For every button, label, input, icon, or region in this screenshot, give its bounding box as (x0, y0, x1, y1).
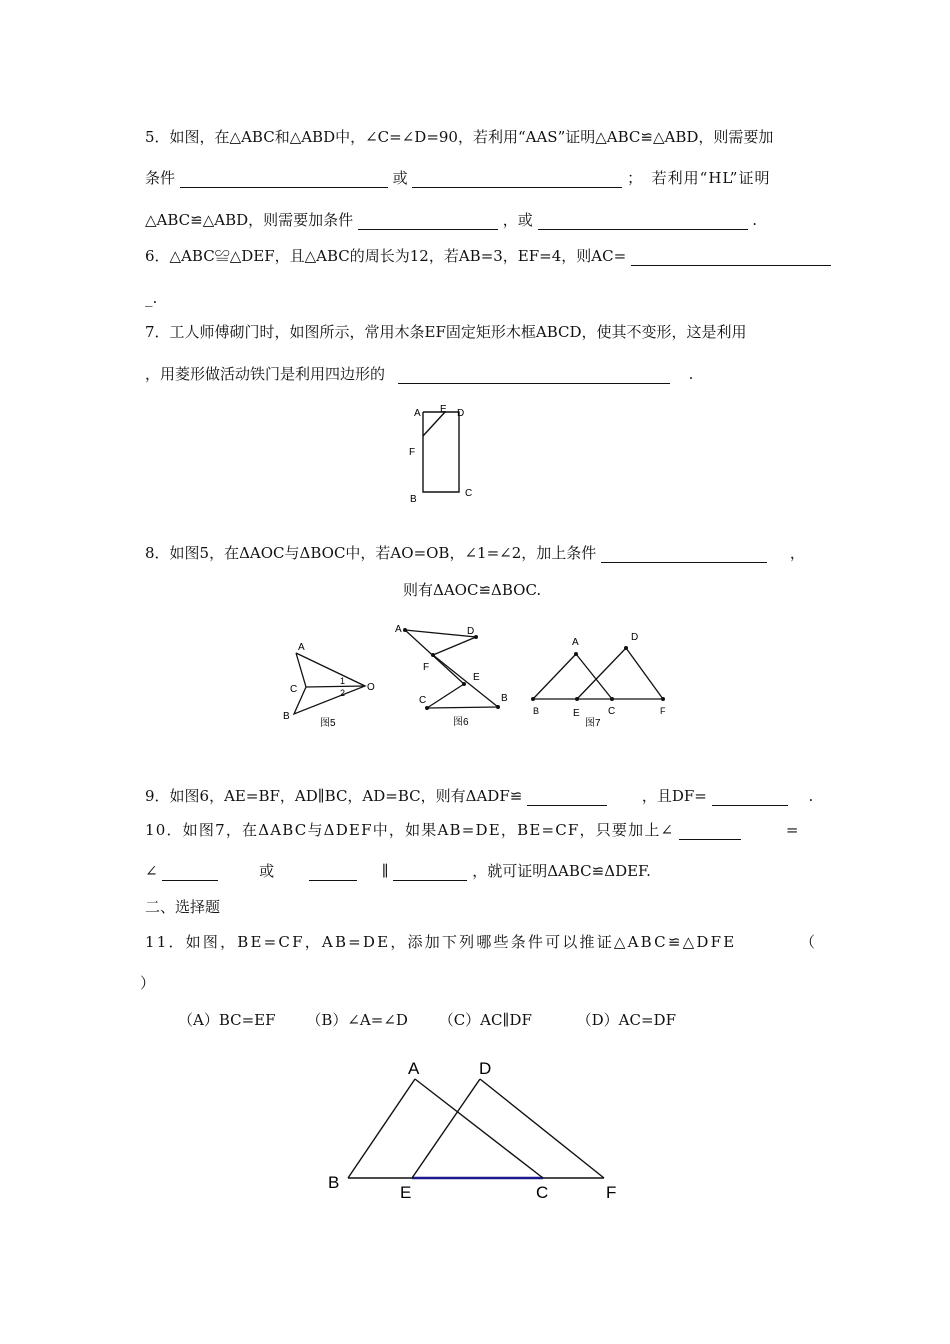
fig5-label-1: 1 (340, 676, 346, 686)
label-e: E (440, 404, 447, 415)
q10-text2b: 或 (259, 862, 275, 880)
fig6-ad (405, 630, 476, 637)
fig5-label-b: B (283, 711, 290, 722)
q8-text1a: 8．如图5，在ΔAOC与ΔBOC中，若AO=OB，∠1=∠2，加上条件 (145, 544, 597, 562)
q11-paren-open-text: （ (800, 933, 816, 951)
fig7-ab (533, 654, 576, 699)
q5-text3a: △ABC≌△ABD，则需要加条件 (145, 211, 354, 229)
frame-rectangle (423, 412, 459, 492)
fig7-label-b: B (533, 706, 540, 716)
q7-line1 (145, 322, 747, 342)
q11-line1 (145, 932, 736, 952)
q11-paren-open (800, 932, 815, 952)
q11-label-c: C (536, 1183, 549, 1202)
label-c: C (465, 488, 473, 499)
q11-line-ab (348, 1079, 415, 1178)
figure-q11 (320, 1050, 630, 1205)
fig6-caption: 图6 (453, 717, 469, 728)
answer-blank[interactable] (398, 367, 670, 384)
q5-text3b: ，或 (502, 211, 533, 229)
answer-blank[interactable] (527, 789, 607, 806)
q11-line-df (480, 1079, 604, 1178)
q11-label-f: F (606, 1183, 617, 1202)
figure-5 (280, 636, 380, 736)
q10-line1 (145, 820, 798, 840)
q8-text2: 则有ΔAOC≌ΔBOC. (403, 581, 542, 599)
q11-label-a: A (408, 1059, 420, 1078)
fig5-label-o: O (367, 682, 375, 693)
fig7-label-e: E (573, 708, 580, 719)
q10-text1a: 10．如图7，在ΔABC与ΔDEF中，如果AB=DE，BE=CF，只要加上∠ (145, 821, 675, 839)
fig5-caption: 图5 (320, 718, 336, 729)
q5-text2a: 条件 (145, 169, 176, 187)
q11-label-e: E (400, 1183, 412, 1202)
q11-paren-close (140, 973, 155, 993)
label-a: A (414, 408, 421, 419)
figure-7 (525, 628, 675, 728)
option-d[interactable]: （D）AC=DF (576, 1011, 676, 1029)
answer-blank[interactable] (679, 823, 741, 840)
fig6-df (433, 637, 476, 655)
figure-q7-frame (400, 400, 490, 510)
q9-line (145, 786, 813, 806)
q7-line2 (145, 364, 693, 384)
q11-options (178, 1010, 676, 1030)
brace-ef (423, 412, 445, 436)
q11-line-de (412, 1079, 480, 1178)
q9-text-b: ，且DF= (641, 787, 707, 805)
q9-text-c: . (808, 787, 814, 805)
label-b: B (410, 494, 417, 505)
q6-text2: _. (145, 289, 158, 307)
answer-blank[interactable] (712, 789, 788, 806)
section-heading (145, 897, 220, 917)
answer-blank[interactable] (601, 546, 767, 563)
answer-blank[interactable] (180, 171, 388, 188)
fig5-label-c: C (290, 684, 298, 695)
q5-line2 (145, 168, 770, 188)
q7-text1: 7．工人师傅砌门时，如图所示，常用木条EF固定矩形木框ABCD，使其不变形，这是利用 (145, 323, 747, 341)
q5-text2b: 或 (392, 169, 408, 187)
q7-text2b: . (688, 365, 694, 383)
answer-blank[interactable] (358, 213, 498, 230)
fig7-label-d: D (631, 632, 639, 643)
q5-text1: 5．如图，在△ABC和△ABD中，∠C=∠D=90，若利用“AAS”证明△ABC≌△ABD，则需要加 (145, 128, 774, 146)
fig5-outline (294, 653, 365, 714)
q10-line2 (145, 861, 651, 881)
q11-text1: 11．如图，BE=CF，AB=DE，添加下列哪些条件可以推证△ABC≌△DFE (145, 933, 737, 951)
q11-label-d: D (479, 1059, 492, 1078)
figure-6 (393, 620, 518, 735)
fig7-ac (576, 654, 612, 699)
q8-text1b: ， (789, 544, 805, 562)
section2-title: 二、选择题 (145, 898, 221, 916)
fig6-cb (427, 707, 498, 708)
fig6-label-e: E (473, 672, 480, 683)
q8-line2 (403, 580, 541, 600)
fig7-de (577, 648, 626, 699)
q5-line1 (145, 127, 773, 147)
answer-blank[interactable] (309, 864, 357, 881)
q10-text2d: ，就可证明ΔABC≌ΔDEF. (472, 862, 651, 880)
q10-text2a: ∠ (145, 862, 158, 880)
q8-line1 (145, 543, 805, 563)
answer-blank[interactable] (631, 249, 831, 266)
q5-text3c: . (752, 211, 758, 229)
option-b[interactable]: （B）∠A=∠D (306, 1011, 408, 1029)
label-d: D (457, 408, 465, 419)
fig7-label-c: C (608, 706, 616, 717)
fig6-label-c: C (419, 695, 427, 706)
fig6-ce (427, 684, 464, 708)
fig6-label-f: F (423, 662, 430, 673)
option-a[interactable]: （A）BC=EF (178, 1011, 276, 1029)
q11-label-b: B (328, 1173, 340, 1192)
q9-text-a: 9．如图6，AE=BF，AD∥BC，AD=BC，则有ΔADF≌ (145, 787, 523, 805)
fig5-label-a: A (298, 642, 305, 653)
fig5-label-2: 2 (340, 688, 346, 698)
option-c[interactable]: （C）AC∥DF (438, 1011, 532, 1029)
fig6-label-a: A (395, 624, 402, 635)
fig7-label-a: A (572, 637, 579, 648)
q11-line-ac (415, 1079, 543, 1178)
answer-blank[interactable] (538, 213, 748, 230)
q10-text1b: = (785, 821, 799, 839)
fig6-bf (433, 655, 498, 707)
label-f: F (409, 447, 416, 458)
q6-line1 (145, 246, 831, 266)
q5-line3 (145, 210, 757, 230)
fig6-label-b: B (501, 693, 508, 704)
q6-text1: 6．△ABC≌△DEF，且△ABC的周长为12，若AB=3，EF=4，则AC= (145, 247, 627, 265)
fig7-label-f: F (660, 706, 666, 716)
q5-text2c: ； 若利用“HL”证明 (627, 169, 771, 187)
q11-paren-close-text: ） (140, 974, 156, 992)
q10-text2c: ∥ (381, 862, 389, 880)
q6-line2 (145, 288, 157, 308)
fig7-df (626, 648, 663, 699)
fig7-caption: 图7 (585, 718, 601, 728)
q7-text2a: ，用菱形做活动铁门是利用四边形的 (145, 365, 386, 383)
answer-blank[interactable] (393, 864, 467, 881)
answer-blank[interactable] (162, 864, 218, 881)
fig6-label-d: D (467, 626, 475, 637)
fig5-co (306, 686, 365, 687)
answer-blank[interactable] (412, 171, 622, 188)
